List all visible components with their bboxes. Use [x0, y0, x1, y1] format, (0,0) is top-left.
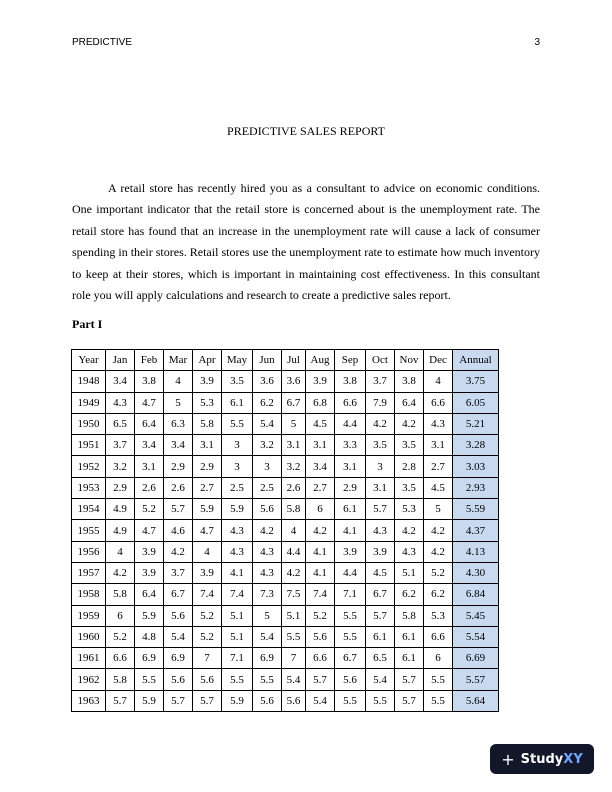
- month-cell: 5.1: [282, 605, 306, 626]
- month-cell: 5.5: [424, 669, 453, 690]
- month-cell: 4.2: [395, 413, 424, 434]
- table-row: [72, 520, 499, 541]
- month-cell: 2.7: [424, 456, 453, 477]
- year-cell: 1958: [72, 584, 106, 605]
- month-cell: 5.5: [335, 690, 366, 711]
- column-header-annual: Annual: [453, 350, 499, 371]
- month-cell: 3.5: [222, 371, 253, 392]
- month-cell: 4.2: [424, 541, 453, 562]
- table-row: [72, 605, 499, 626]
- month-cell: 5.5: [222, 413, 253, 434]
- annual-cell: 5.54: [453, 626, 499, 647]
- month-cell: 6.6: [424, 626, 453, 647]
- annual-cell: 5.59: [453, 499, 499, 520]
- month-cell: 4.5: [306, 413, 335, 434]
- column-header-jul: Jul: [282, 350, 306, 371]
- month-cell: 3.2: [282, 456, 306, 477]
- month-cell: 4.4: [335, 562, 366, 583]
- month-cell: 5.9: [193, 499, 222, 520]
- month-cell: 2.7: [306, 477, 335, 498]
- month-cell: 3.7: [164, 562, 193, 583]
- annual-cell: 4.37: [453, 520, 499, 541]
- month-cell: 2.9: [335, 477, 366, 498]
- table-row: [72, 371, 499, 392]
- month-cell: 2.9: [193, 456, 222, 477]
- month-cell: 5.4: [366, 669, 395, 690]
- year-cell: 1950: [72, 413, 106, 434]
- month-cell: 2.9: [164, 456, 193, 477]
- month-cell: 5.9: [222, 499, 253, 520]
- year-cell: 1953: [72, 477, 106, 498]
- month-cell: 7.3: [253, 584, 282, 605]
- month-cell: 3.1: [282, 435, 306, 456]
- month-cell: 7: [282, 648, 306, 669]
- month-cell: 3.1: [135, 456, 164, 477]
- column-header-may: May: [222, 350, 253, 371]
- month-cell: 3.6: [282, 371, 306, 392]
- year-cell: 1963: [72, 690, 106, 711]
- month-cell: 6.7: [335, 648, 366, 669]
- month-cell: 3.8: [395, 371, 424, 392]
- month-cell: 3.2: [253, 435, 282, 456]
- month-cell: 5.2: [424, 562, 453, 583]
- month-cell: 5.4: [253, 626, 282, 647]
- month-cell: 4: [424, 371, 453, 392]
- month-cell: 4.8: [135, 626, 164, 647]
- month-cell: 2.6: [282, 477, 306, 498]
- month-cell: 4.7: [135, 392, 164, 413]
- month-cell: 4.2: [106, 562, 135, 583]
- month-cell: 5.2: [193, 605, 222, 626]
- month-cell: 6.1: [335, 499, 366, 520]
- month-cell: 6.4: [395, 392, 424, 413]
- month-cell: 2.5: [222, 477, 253, 498]
- month-cell: 3.6: [253, 371, 282, 392]
- month-cell: 5.5: [222, 669, 253, 690]
- month-cell: 6.9: [253, 648, 282, 669]
- annual-cell: 3.28: [453, 435, 499, 456]
- month-cell: 4.1: [306, 541, 335, 562]
- annual-cell: 6.69: [453, 648, 499, 669]
- month-cell: 4.4: [335, 413, 366, 434]
- month-cell: 6.1: [395, 626, 424, 647]
- annual-cell: 4.13: [453, 541, 499, 562]
- month-cell: 4.2: [395, 520, 424, 541]
- year-cell: 1962: [72, 669, 106, 690]
- month-cell: 6: [424, 648, 453, 669]
- page-number: 3: [534, 37, 540, 48]
- month-cell: 5.7: [164, 499, 193, 520]
- annual-cell: 6.05: [453, 392, 499, 413]
- brand-accent: XY: [563, 751, 583, 767]
- month-cell: 3.2: [106, 456, 135, 477]
- annual-cell: 3.75: [453, 371, 499, 392]
- month-cell: 2.7: [193, 477, 222, 498]
- column-header-oct: Oct: [366, 350, 395, 371]
- column-header-mar: Mar: [164, 350, 193, 371]
- month-cell: 4.3: [106, 392, 135, 413]
- month-cell: 5.9: [222, 690, 253, 711]
- month-cell: 4.3: [253, 562, 282, 583]
- annual-cell: 6.84: [453, 584, 499, 605]
- month-cell: 3.9: [193, 562, 222, 583]
- month-cell: 3.7: [366, 371, 395, 392]
- month-cell: 3.4: [106, 371, 135, 392]
- month-cell: 5.9: [135, 690, 164, 711]
- month-cell: 5.1: [222, 605, 253, 626]
- annual-cell: 5.57: [453, 669, 499, 690]
- column-header-feb: Feb: [135, 350, 164, 371]
- month-cell: 4.5: [366, 562, 395, 583]
- month-cell: 6.9: [135, 648, 164, 669]
- intro-paragraph: A retail store has recently hired you as a consultant to advice on economic conditions. One important indicator that the retail store is concerned about is the unemployment rate. The retail store has found that an increase in the unemployment rate will cause a lack of consumer spending in their stores. Retail stores use the unemployment rate to estimate how much inventory to keep at their stores, which is important in maintaining cost effectiveness. In this consultant role you will apply calculations and research to create a predictive sales report.: [72, 181, 540, 303]
- unemployment-table: [71, 349, 499, 712]
- month-cell: 4.3: [222, 541, 253, 562]
- month-cell: 3.9: [135, 562, 164, 583]
- annual-cell: 4.30: [453, 562, 499, 583]
- month-cell: 4.1: [222, 562, 253, 583]
- month-cell: 7.9: [366, 392, 395, 413]
- month-cell: 6.5: [106, 413, 135, 434]
- month-cell: 5.6: [164, 669, 193, 690]
- month-cell: 7.5: [282, 584, 306, 605]
- month-cell: 5.6: [335, 669, 366, 690]
- table-row: [72, 669, 499, 690]
- year-cell: 1954: [72, 499, 106, 520]
- month-cell: 4.2: [253, 520, 282, 541]
- month-cell: 6.7: [282, 392, 306, 413]
- month-cell: 4.3: [424, 413, 453, 434]
- month-cell: 5: [282, 413, 306, 434]
- annual-cell: 5.21: [453, 413, 499, 434]
- month-cell: 4.3: [395, 541, 424, 562]
- month-cell: 6.4: [135, 413, 164, 434]
- month-cell: 3.5: [395, 477, 424, 498]
- running-head: PREDICTIVE: [72, 37, 133, 48]
- table-row: [72, 435, 499, 456]
- month-cell: 4.2: [306, 520, 335, 541]
- month-cell: 5.6: [282, 690, 306, 711]
- table-row: [72, 541, 499, 562]
- month-cell: 3.7: [106, 435, 135, 456]
- month-cell: 7.1: [222, 648, 253, 669]
- month-cell: 5.5: [282, 626, 306, 647]
- year-cell: 1959: [72, 605, 106, 626]
- month-cell: 3.1: [193, 435, 222, 456]
- month-cell: 5.7: [366, 499, 395, 520]
- month-cell: 5.5: [253, 669, 282, 690]
- month-cell: 7.1: [335, 584, 366, 605]
- annual-cell: 2.93: [453, 477, 499, 498]
- month-cell: 5.2: [106, 626, 135, 647]
- annual-cell: 5.64: [453, 690, 499, 711]
- month-cell: 5.7: [395, 669, 424, 690]
- month-cell: 4: [106, 541, 135, 562]
- month-cell: 6.2: [424, 584, 453, 605]
- month-cell: 5.1: [395, 562, 424, 583]
- month-cell: 5.6: [164, 605, 193, 626]
- month-cell: 4.3: [366, 520, 395, 541]
- month-cell: 4: [282, 520, 306, 541]
- month-cell: 4.7: [135, 520, 164, 541]
- month-cell: 4.5: [424, 477, 453, 498]
- month-cell: 3.1: [366, 477, 395, 498]
- month-cell: 4.7: [193, 520, 222, 541]
- table-row: [72, 648, 499, 669]
- month-cell: 5.6: [253, 499, 282, 520]
- table-row: [72, 562, 499, 583]
- month-cell: 6.4: [135, 584, 164, 605]
- annual-cell: 3.03: [453, 456, 499, 477]
- month-cell: 5.7: [395, 690, 424, 711]
- month-cell: 2.8: [395, 456, 424, 477]
- month-cell: 3.9: [366, 541, 395, 562]
- month-cell: 7.4: [306, 584, 335, 605]
- month-cell: 4.6: [164, 520, 193, 541]
- month-cell: 3.4: [135, 435, 164, 456]
- month-cell: 4: [193, 541, 222, 562]
- month-cell: 3.1: [306, 435, 335, 456]
- month-cell: 3: [253, 456, 282, 477]
- table-row: [72, 413, 499, 434]
- month-cell: 5.4: [306, 690, 335, 711]
- month-cell: 3.9: [306, 371, 335, 392]
- month-cell: 4.2: [424, 520, 453, 541]
- month-cell: 5.5: [366, 690, 395, 711]
- month-cell: 5: [424, 499, 453, 520]
- column-header-dec: Dec: [424, 350, 453, 371]
- month-cell: 5: [253, 605, 282, 626]
- month-cell: 5.8: [106, 584, 135, 605]
- column-header-sep: Sep: [335, 350, 366, 371]
- month-cell: 5.2: [193, 626, 222, 647]
- year-cell: 1961: [72, 648, 106, 669]
- month-cell: 6.6: [424, 392, 453, 413]
- month-cell: 7.4: [193, 584, 222, 605]
- month-cell: 5.1: [222, 626, 253, 647]
- year-cell: 1952: [72, 456, 106, 477]
- month-cell: 6.3: [164, 413, 193, 434]
- studyxy-badge[interactable]: [490, 744, 594, 774]
- month-cell: 4.2: [164, 541, 193, 562]
- table-row: [72, 690, 499, 711]
- month-cell: 5.8: [395, 605, 424, 626]
- brand-main: Study: [520, 751, 564, 767]
- month-cell: 4.4: [282, 541, 306, 562]
- month-cell: 5.9: [135, 605, 164, 626]
- table-body: [72, 371, 499, 712]
- month-cell: 5.5: [424, 690, 453, 711]
- month-cell: 6.7: [366, 584, 395, 605]
- month-cell: 6.7: [164, 584, 193, 605]
- month-cell: 5.5: [335, 605, 366, 626]
- month-cell: 5.5: [135, 669, 164, 690]
- annual-cell: 5.45: [453, 605, 499, 626]
- table-row: [72, 499, 499, 520]
- plus-icon: +: [501, 749, 515, 769]
- report-title: PREDICTIVE SALES REPORT: [227, 124, 385, 138]
- table-header-row: [72, 350, 499, 371]
- month-cell: 5.4: [282, 669, 306, 690]
- month-cell: 2.5: [253, 477, 282, 498]
- year-cell: 1956: [72, 541, 106, 562]
- table-row: [72, 584, 499, 605]
- month-cell: 5.8: [106, 669, 135, 690]
- month-cell: 6.1: [366, 626, 395, 647]
- month-cell: 3.8: [335, 371, 366, 392]
- month-cell: 5.7: [193, 690, 222, 711]
- month-cell: 7: [193, 648, 222, 669]
- month-cell: 5.7: [366, 605, 395, 626]
- month-cell: 6.8: [306, 392, 335, 413]
- month-cell: 4.1: [335, 520, 366, 541]
- month-cell: 5.3: [193, 392, 222, 413]
- month-cell: 6.2: [253, 392, 282, 413]
- column-header-jan: Jan: [106, 350, 135, 371]
- month-cell: 3.9: [335, 541, 366, 562]
- month-cell: 3: [366, 456, 395, 477]
- month-cell: 4.1: [306, 562, 335, 583]
- month-cell: 5.6: [306, 626, 335, 647]
- column-header-apr: Apr: [193, 350, 222, 371]
- month-cell: 6.6: [106, 648, 135, 669]
- month-cell: 5.8: [282, 499, 306, 520]
- column-header-aug: Aug: [306, 350, 335, 371]
- month-cell: 5.4: [253, 413, 282, 434]
- month-cell: 5.2: [306, 605, 335, 626]
- month-cell: 3: [222, 456, 253, 477]
- month-cell: 5.7: [106, 690, 135, 711]
- month-cell: 2.9: [106, 477, 135, 498]
- month-cell: 6.5: [366, 648, 395, 669]
- column-header-year: Year: [72, 350, 106, 371]
- month-cell: 3.4: [164, 435, 193, 456]
- month-cell: 5: [164, 392, 193, 413]
- month-cell: 5.8: [193, 413, 222, 434]
- table-row: [72, 392, 499, 413]
- table-row: [72, 626, 499, 647]
- month-cell: 6.9: [164, 648, 193, 669]
- month-cell: 3.9: [193, 371, 222, 392]
- month-cell: 6.1: [222, 392, 253, 413]
- year-cell: 1948: [72, 371, 106, 392]
- month-cell: 3.5: [395, 435, 424, 456]
- month-cell: 5.3: [395, 499, 424, 520]
- month-cell: 5.3: [424, 605, 453, 626]
- month-cell: 5.4: [164, 626, 193, 647]
- month-cell: 4: [164, 371, 193, 392]
- month-cell: 4.2: [282, 562, 306, 583]
- month-cell: 3.9: [135, 541, 164, 562]
- year-cell: 1949: [72, 392, 106, 413]
- month-cell: 2.6: [135, 477, 164, 498]
- month-cell: 3.4: [306, 456, 335, 477]
- month-cell: 3.1: [335, 456, 366, 477]
- month-cell: 5.2: [135, 499, 164, 520]
- month-cell: 3.8: [135, 371, 164, 392]
- month-cell: 6.2: [395, 584, 424, 605]
- year-cell: 1955: [72, 520, 106, 541]
- month-cell: 3.3: [335, 435, 366, 456]
- month-cell: 4.2: [366, 413, 395, 434]
- month-cell: 7.4: [222, 584, 253, 605]
- month-cell: 3: [222, 435, 253, 456]
- month-cell: 4.3: [253, 541, 282, 562]
- section-heading: Part I: [72, 317, 103, 331]
- month-cell: 3.1: [424, 435, 453, 456]
- month-cell: 5.5: [335, 626, 366, 647]
- month-cell: 4.3: [222, 520, 253, 541]
- month-cell: 4.9: [106, 520, 135, 541]
- month-cell: 6: [306, 499, 335, 520]
- month-cell: 5.6: [193, 669, 222, 690]
- month-cell: 2.6: [164, 477, 193, 498]
- table-row: [72, 456, 499, 477]
- month-cell: 6.6: [306, 648, 335, 669]
- column-header-jun: Jun: [253, 350, 282, 371]
- month-cell: 4.9: [106, 499, 135, 520]
- month-cell: 3.5: [366, 435, 395, 456]
- year-cell: 1957: [72, 562, 106, 583]
- month-cell: 5.7: [164, 690, 193, 711]
- month-cell: 6.1: [395, 648, 424, 669]
- month-cell: 5.7: [306, 669, 335, 690]
- year-cell: 1951: [72, 435, 106, 456]
- month-cell: 6.6: [335, 392, 366, 413]
- table-row: [72, 477, 499, 498]
- month-cell: 6: [106, 605, 135, 626]
- column-header-nov: Nov: [395, 350, 424, 371]
- month-cell: 5.6: [253, 690, 282, 711]
- year-cell: 1960: [72, 626, 106, 647]
